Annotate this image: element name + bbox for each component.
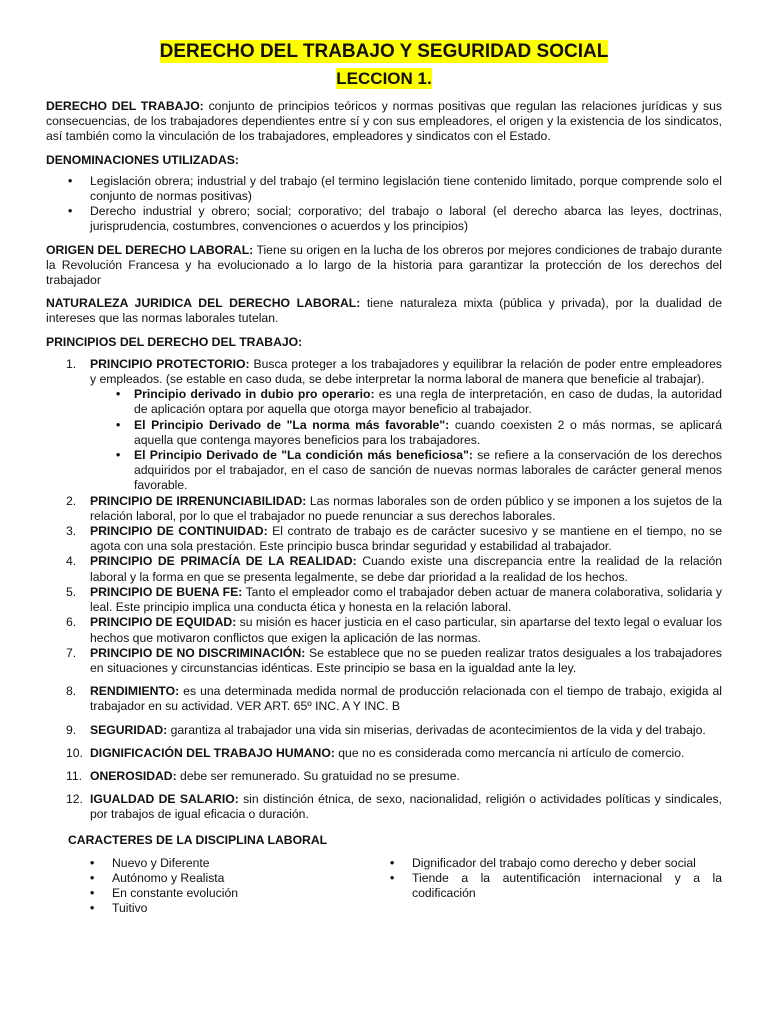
list-item	[66, 584, 722, 615]
item-number: 3.	[66, 524, 77, 539]
sub-text: es una regla de interpretación, en caso de dudas, la autoridad de aplicación optara por aquella que otorga mayor beneficio al trabajador.	[134, 387, 722, 417]
item-term: SEGURIDAD:	[90, 722, 168, 737]
list-item	[66, 792, 722, 822]
list-item	[66, 722, 722, 738]
principios-list	[46, 357, 722, 823]
list-item: • Tuitivo	[112, 901, 384, 916]
item-term: IGUALDAD DE SALARIO:	[90, 792, 239, 807]
document-title: DERECHO DEL TRABAJO Y SEGURIDAD SOCIAL	[159, 41, 609, 62]
list-item: • Legislación obrera; industrial y del trabajo (el termino legislación tiene contenido limitado, porque comprende solo el conjunto de normas positivas)	[90, 174, 722, 204]
item-term: PRINCIPIO DE EQUIDAD:	[90, 615, 237, 630]
list-item: • Autónomo y Realista	[112, 871, 384, 886]
caracteres-left-column	[46, 856, 384, 917]
item-text: Busca proteger a los trabajadores y equilibrar la relación de poder entre empleadores y empleados. (se estable en caso duda, se debe interpretar la norma laboral de manera que beneficie al trabajar).	[90, 356, 722, 387]
item-number: 12.	[66, 792, 83, 807]
caracteres-right-list	[384, 856, 722, 902]
item-term: ONEROSIDAD:	[90, 768, 177, 783]
list-item: • Tiende a la autentificación internacional y a la codificación	[412, 871, 722, 901]
item-number: 2.	[66, 493, 77, 508]
item-text: debe ser remunerado. Su gratuidad no se presume.	[176, 768, 460, 783]
denominaciones-list	[46, 174, 722, 235]
list-item	[66, 524, 723, 554]
item-number: 6.	[66, 615, 77, 630]
origen-text: Tiene su origen en la lucha de los obreros por mejores condiciones de trabajo durante la Revolución Francesa y ha evolucionado a lo largo de la historia para garantizar la protección de los derechos del trabajador	[46, 242, 722, 288]
list-item	[66, 684, 722, 714]
item-term: PRINCIPIO DE BUENA FE:	[90, 584, 243, 599]
item-number: 10.	[66, 745, 83, 760]
item-text: Tanto el empleador como el trabajador deben actuar de manera colaborativa, solidaria y leal. Este principio implica una conducta ética y honesta en la relación laboral.	[90, 584, 722, 615]
item-term: PRINCIPIO DE IRRENUNCIABILIDAD:	[90, 493, 307, 508]
item-text: su misión es hacer justicia en el caso particular, sin apartarse del texto legal o evaluar los hechos que motivaron conflictos que exigen la aplicación de las normas.	[90, 615, 722, 645]
item-text: es una determinada medida normal de producción relacionada con el tiempo de trabajo, exigida al trabajador en su actividad. VER ART. 65º INC. A Y INC. B	[90, 684, 722, 714]
item-text: El contrato de trabajo es de carácter sucesivo y se mantiene en el tiempo, no se agota con una sola prestación. Este principio busca brindar seguridad y estabilidad al trabajador.	[90, 524, 723, 554]
item-text: Cuando existe una discrepancia entre la realidad de la relación laboral y la forma en que se presenta legalmente, se debe dar prioridad a la realidad de los hechos.	[90, 554, 723, 584]
naturaleza-text: tiene naturaleza mixta (pública y privada), por la dualidad de intereses que las normas laborales tutelan.	[46, 296, 722, 326]
item-term: RENDIMIENTO:	[90, 684, 180, 699]
denominaciones-heading: DENOMINACIONES UTILIZADAS:	[46, 152, 239, 167]
item-text: garantiza al trabajador una vida sin miserias, derivadas de acontecimientos de la vida y del trabajo.	[167, 722, 706, 737]
caracteres-right-column	[384, 856, 722, 917]
sub-term: Principio derivado in dubio pro operario:	[134, 387, 375, 402]
sub-list-item	[134, 418, 722, 448]
list-item	[66, 493, 722, 524]
item-term: PRINCIPIO DE PRIMACÍA DE LA REALIDAD:	[90, 554, 357, 569]
item-term: PRINCIPIO DE CONTINUIDAD:	[90, 524, 268, 539]
item-term: PRINCIPIO PROTECTORIO:	[90, 356, 250, 371]
item-number: 7.	[66, 645, 77, 660]
list-item	[66, 356, 723, 494]
title-block	[46, 40, 722, 89]
sub-term: El Principio Derivado de "La norma más favorable":	[134, 417, 450, 432]
caracteres-heading: CARACTERES DE LA DISCIPLINA LABORAL	[68, 832, 328, 847]
list-item	[66, 554, 723, 584]
item-number: 4.	[66, 554, 77, 569]
item-text: sin distinción étnica, de sexo, nacionalidad, religión o actividades políticas y sindicales, por trabajos de igual eficacia o duración.	[90, 792, 722, 822]
intro-paragraph	[46, 99, 722, 145]
sub-list	[90, 387, 722, 493]
item-number: 1.	[66, 356, 77, 371]
item-text: que no es considerada como mercancía ni artículo de comercio.	[334, 745, 685, 760]
origen-term: ORIGEN DEL DERECHO LABORAL:	[46, 242, 254, 257]
sub-text: cuando coexisten 2 o más normas, se aplicará aquella que contenga mayores beneficios para los trabajadores.	[134, 417, 723, 447]
item-text: Las normas laborales son de orden público y se imponen a los sujetos de la relación laboral, por lo que el trabajador no puede renunciar a sus derechos laborales.	[90, 493, 722, 523]
naturaleza-term: NATURALEZA JURIDICA DEL DERECHO LABORAL:	[46, 296, 361, 311]
item-number: 9.	[66, 722, 77, 737]
item-term: PRINCIPIO DE NO DISCRIMINACIÓN:	[90, 645, 306, 660]
list-item: • Dignificador del trabajo como derecho y deber social	[412, 856, 722, 871]
list-item: • Derecho industrial y obrero; social; corporativo; del trabajo o laboral (el derecho abarca las leyes, doctrinas, jurisprudencia, costumbres, convenciones o acuerdos y los principios)	[90, 204, 722, 234]
sub-list-item	[134, 387, 722, 417]
sub-list-item	[134, 448, 722, 494]
caracteres-columns	[46, 856, 722, 917]
item-number: 11.	[66, 768, 83, 783]
list-item	[66, 768, 722, 784]
intro-term: DERECHO DEL TRABAJO:	[46, 99, 204, 113]
list-item	[66, 645, 722, 676]
caracteres-left-list	[46, 856, 384, 917]
list-item: • Nuevo y Diferente	[112, 856, 384, 871]
intro-text: conjunto de principios teóricos y normas positivas que regulan las relaciones jurídicas y sus consecuencias, de los trabajadores dependientes entre sí y con sus empleadores, el origen y la existencia de los sindicatos, así también como la vinculación de los trabajadores, empleadores y sindicatos con el Estado.	[46, 99, 722, 144]
item-number: 5.	[66, 584, 77, 599]
naturaleza-paragraph	[46, 296, 722, 326]
sub-text: se refiere a la conservación de los derechos adquiridos por el trabajador, en el caso de sanción de nuevas normas laborales de carácter general menos favorable.	[134, 448, 722, 493]
document-subtitle: LECCION 1.	[336, 69, 432, 88]
list-item	[66, 615, 722, 645]
principios-heading: PRINCIPIOS DEL DERECHO DEL TRABAJO:	[46, 334, 303, 349]
item-term: DIGNIFICACIÓN DEL TRABAJO HUMANO:	[90, 745, 335, 760]
list-item: • En constante evolución	[112, 886, 384, 901]
item-text: Se establece que no se pueden realizar tratos desiguales a los trabajadores en situaciones y circunstancias idénticas. Este principio se basa en la igualdad ante la ley.	[90, 645, 722, 675]
item-number: 8.	[66, 684, 77, 699]
sub-term: El Principio Derivado de "La condición más beneficiosa":	[134, 448, 473, 463]
origen-paragraph	[46, 243, 722, 289]
list-item	[66, 745, 722, 761]
